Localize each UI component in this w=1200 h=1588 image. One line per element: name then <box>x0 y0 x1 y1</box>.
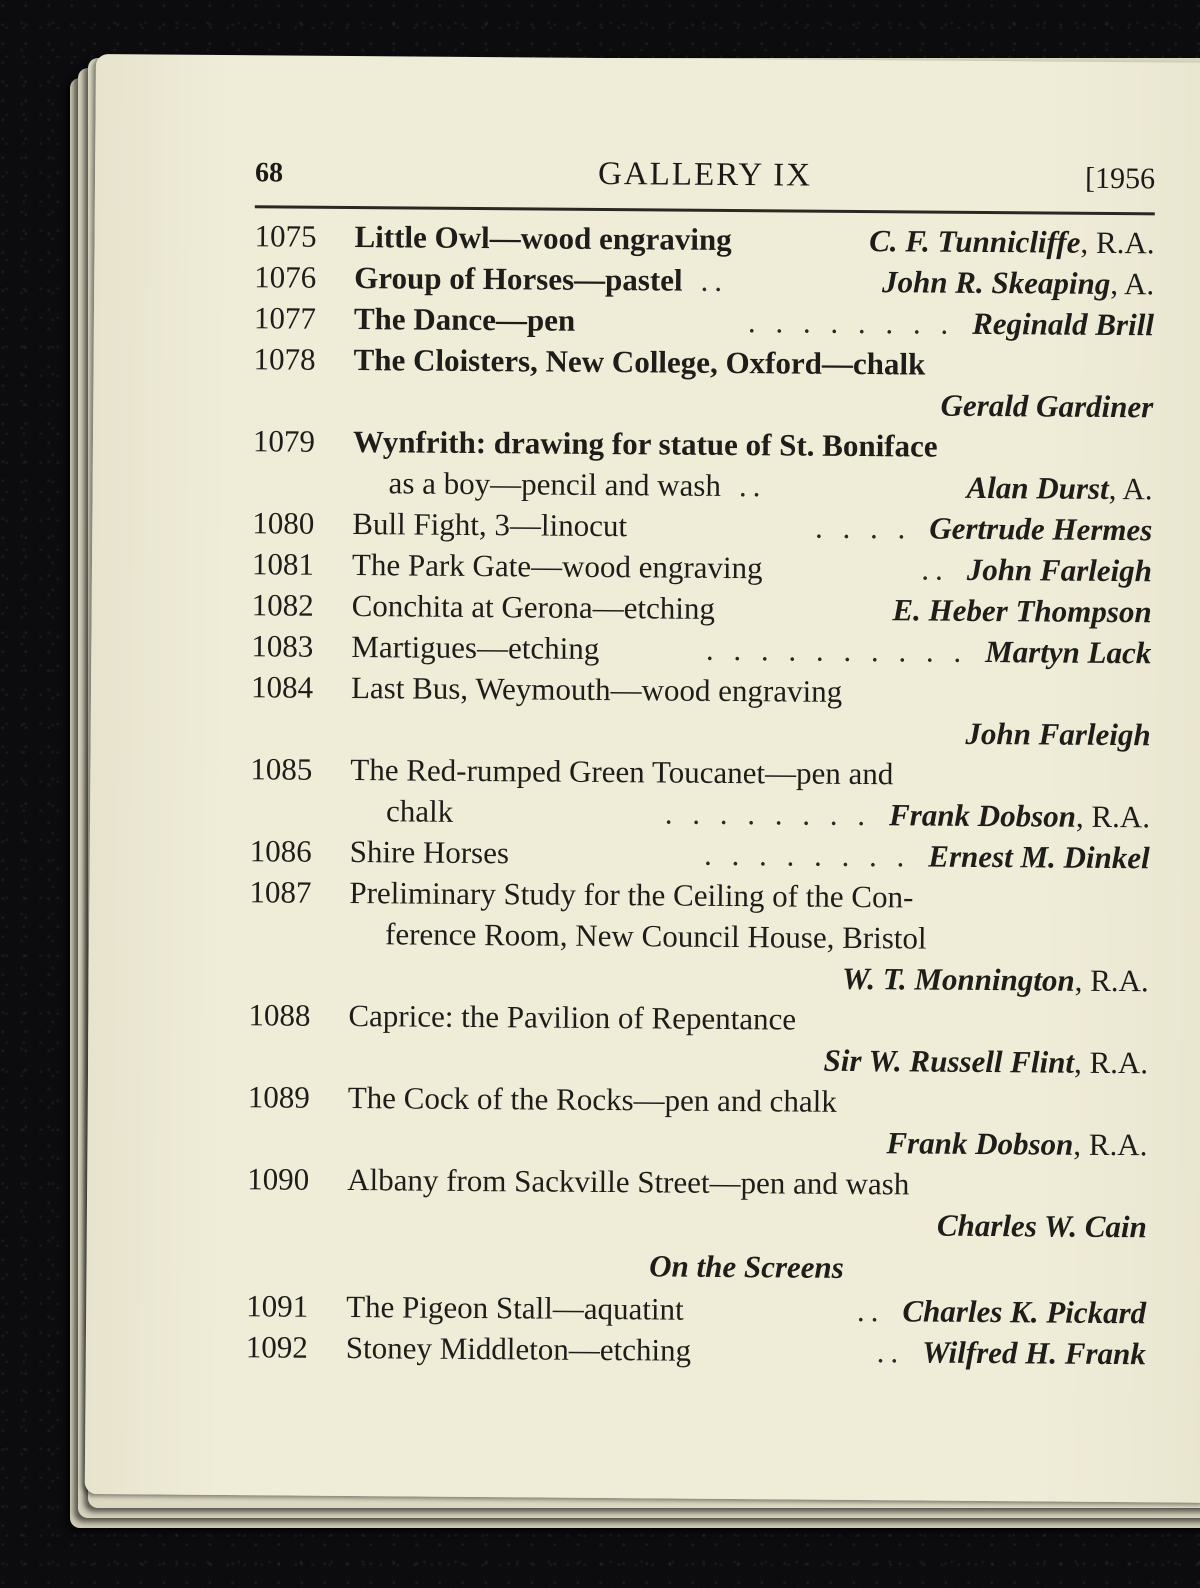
entry-title: Shire Horses <box>349 834 510 871</box>
year-marker: [1956 <box>1084 161 1156 196</box>
artist-honour: , R.A. <box>1075 798 1151 835</box>
catalogue-entry <box>246 1285 1146 1333</box>
entry-number: 1079 <box>252 423 316 459</box>
entry-number: 1088 <box>248 997 311 1033</box>
catalogue-entries <box>246 215 1155 1374</box>
entry-artist: Frank Dobson, R.A. <box>888 797 1151 835</box>
entry-artist: Gerald Gardiner <box>940 387 1154 425</box>
entry-title: The Pigeon Stall—aquatint <box>346 1289 684 1327</box>
catalogue-entry <box>251 625 1151 673</box>
entry-number: 1089 <box>247 1079 310 1115</box>
catalogue-entry <box>249 871 1150 1001</box>
artist-honour: , R.A. <box>1073 1044 1149 1081</box>
artist-honour: , A. <box>1108 470 1153 507</box>
entry-title: Stoney Middleton—etching <box>345 1330 692 1368</box>
leader-dots: .. <box>738 468 767 504</box>
entry-title: The Cock of the Rocks—pen and chalk <box>347 1080 837 1119</box>
artist-honour: , A. <box>1110 265 1155 302</box>
leader-dots: .. <box>700 262 729 298</box>
catalogue-entry <box>250 748 1151 837</box>
entry-title: Group of Horses—pastel <box>354 260 683 298</box>
entry-number: 1084 <box>250 669 314 705</box>
entry-title: Last Bus, Weymouth—wood engraving <box>350 670 843 709</box>
entry-artist: Reginald Brill <box>972 305 1155 343</box>
entry-title-continued: as a boy—pencil and wash <box>388 465 722 503</box>
leader-dots: . . . . . . . . <box>747 304 955 341</box>
entry-artist: John R. Skeaping, A. <box>881 264 1155 302</box>
entry-number: 1090 <box>247 1161 310 1197</box>
entry-title: Little Owl—wood engraving <box>354 219 732 257</box>
catalogue-entry <box>254 256 1154 304</box>
entry-title: The Cloisters, New College, Oxford—chalk <box>353 342 926 382</box>
catalogue-entry <box>247 1076 1148 1165</box>
catalogue-entry <box>253 338 1154 427</box>
entry-number: 1086 <box>249 833 312 869</box>
catalogue-entry <box>254 215 1154 263</box>
catalogue-entry <box>252 543 1152 591</box>
artist-honour: , R.A. <box>1080 224 1155 261</box>
entry-title: Bull Fight, 3—linocut <box>352 506 628 544</box>
entry-artist: E. Heber Thompson <box>892 592 1152 630</box>
catalogue-page <box>85 54 1200 1503</box>
entry-artist: John Farleigh <box>965 715 1151 753</box>
catalogue-entry <box>246 1326 1146 1374</box>
entry-artist: Alan Durst, A. <box>966 469 1153 507</box>
catalogue-entry <box>250 830 1150 878</box>
entry-number: 1083 <box>251 628 314 664</box>
entry-artist: John Farleigh <box>966 551 1153 589</box>
leader-dots: . . . . . . . . . . <box>705 631 968 669</box>
artist-honour: , R.A. <box>1074 962 1149 999</box>
entry-artist: W. T. Monnington, R.A. <box>841 960 1149 999</box>
leader-dots: . . . . . . . . <box>703 836 911 874</box>
entry-number: 1087 <box>249 874 312 910</box>
catalogue-entry <box>252 502 1152 550</box>
entry-number: 1075 <box>254 218 317 254</box>
entry-title: The Park Gate—wood engraving <box>351 547 763 586</box>
page-number: 68 <box>254 157 284 189</box>
entry-number: 1081 <box>251 546 315 582</box>
page-header <box>255 151 1155 206</box>
leader-dots: .. <box>856 1293 885 1329</box>
entry-number: 1092 <box>245 1329 308 1365</box>
catalogue-entry <box>252 420 1153 509</box>
leader-dots: .. <box>921 551 949 587</box>
entry-title: Martigues—etching <box>351 629 600 666</box>
entry-artist: C. F. Tunnicliffe, R.A. <box>869 223 1155 261</box>
entry-title: Caprice: the Pavilion of Repentance <box>348 998 797 1037</box>
catalogue-entry <box>251 666 1152 755</box>
entry-title: Wynfrith: drawing for statue of St. Boniface <box>352 424 938 464</box>
leader-dots: .. <box>876 1334 905 1370</box>
entry-number: 1078 <box>253 341 316 377</box>
catalogue-entry <box>254 297 1154 345</box>
entry-number: 1077 <box>253 300 317 336</box>
entry-title: Preliminary Study for the Ceiling of the Con- <box>349 875 914 915</box>
entry-title-continued: chalk <box>385 793 454 829</box>
entry-artist: Gertrude Hermes <box>929 510 1153 548</box>
section-heading: On the Screens <box>649 1248 844 1285</box>
entry-number: 1085 <box>250 751 313 787</box>
entry-artist: Ernest M. Dinkel <box>928 838 1150 876</box>
entry-title: The Dance—pen <box>353 301 576 338</box>
leader-dots: . . . . . . . . <box>664 795 872 833</box>
entry-number: 1076 <box>254 259 317 295</box>
entry-artist: Charles W. Cain <box>936 1207 1147 1245</box>
entry-number: 1080 <box>252 505 315 541</box>
entry-title: Albany from Sackville Street—pen and wash <box>347 1162 910 1202</box>
running-title: GALLERY IX <box>597 155 813 194</box>
leader-dots: . . . . <box>814 509 912 546</box>
entry-artist: Charles K. Pickard <box>902 1293 1147 1331</box>
entry-artist: Martyn Lack <box>985 634 1152 671</box>
entry-title: Conchita at Gerona—etching <box>351 588 716 626</box>
catalogue-entry <box>252 584 1152 632</box>
entry-number: 1091 <box>246 1288 309 1324</box>
entry-artist: Frank Dobson, R.A. <box>886 1125 1148 1163</box>
entry-title: The Red-rumped Green Toucanet—pen and <box>350 752 894 792</box>
entry-number: 1082 <box>251 587 314 623</box>
header-rule <box>255 205 1155 215</box>
entry-artist: Wilfred H. Frank <box>922 1334 1146 1372</box>
artist-honour: , R.A. <box>1073 1126 1148 1163</box>
entry-artist: Sir W. Russell Flint, R.A. <box>823 1042 1149 1081</box>
catalogue-entry <box>248 994 1149 1083</box>
catalogue-entry <box>247 1158 1148 1247</box>
entry-title-continued: ference Room, New Council House, Bristol <box>384 916 927 956</box>
